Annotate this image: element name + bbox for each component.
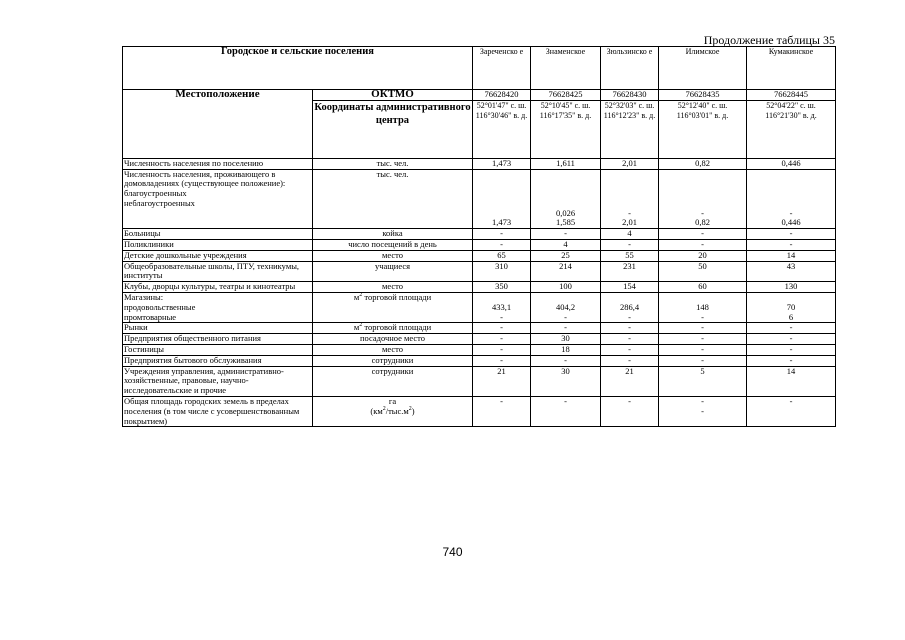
- cell-value: 1,473: [473, 158, 531, 169]
- cell-value: [531, 169, 601, 229]
- cell-value: 55: [601, 250, 659, 261]
- cell-value: [531, 396, 601, 426]
- cell-sub-value: [748, 407, 834, 417]
- cell-value: -: [531, 355, 601, 366]
- cell-sub-value: [532, 407, 599, 417]
- cell-sub-value: 2,01: [622, 217, 637, 228]
- cell-sub-value: -: [564, 395, 567, 406]
- cell-sub-value: -: [500, 311, 503, 322]
- row-unit: место: [313, 282, 473, 293]
- table-row: [123, 366, 836, 396]
- unit-end: ): [411, 405, 415, 416]
- cell-sub-value: -: [701, 207, 704, 218]
- header-row: [123, 47, 836, 90]
- coord-value: 52°32'03" с. ш. 116°12'23" в. д.: [601, 100, 659, 158]
- table-row: [123, 334, 836, 345]
- cell-value: 43: [747, 261, 836, 282]
- cell-value: [601, 396, 659, 426]
- cell-value: [659, 292, 747, 322]
- cell-value: 30: [531, 334, 601, 345]
- cell-value: 4: [601, 229, 659, 240]
- table-row: [123, 292, 836, 322]
- row-unit: место: [313, 250, 473, 261]
- row-label: Рынки: [123, 323, 313, 334]
- cell-value: 214: [531, 261, 601, 282]
- table-row: [123, 261, 836, 282]
- coord-value: 52°04'22" с. ш. 116°21'30" в. д.: [747, 100, 836, 158]
- cell-sub-value: -: [628, 395, 631, 406]
- location-label: Местоположение: [123, 90, 313, 159]
- cell-value: 5: [659, 366, 747, 396]
- cell-value: -: [531, 229, 601, 240]
- row-label: Общая площадь городских земель в пределах поселения (в том числе с усовершенствованным покрытием): [123, 396, 313, 426]
- cell-value: -: [473, 323, 531, 334]
- cell-value: -: [601, 334, 659, 345]
- row-label-line: неблагоустроенных: [124, 197, 195, 208]
- cell-value: 350: [473, 282, 531, 293]
- coord-value: 52°01'47" с. ш. 116°30'46" в. д.: [473, 100, 531, 158]
- cell-value: -: [659, 229, 747, 240]
- cell-value: -: [601, 344, 659, 355]
- row-unit: [313, 292, 473, 322]
- coord-value: 52°12'40" с. ш. 116°03'01" в. д.: [659, 100, 747, 158]
- unit-sup: 2: [359, 322, 363, 329]
- cell-sub-value: 286,4: [619, 301, 640, 312]
- continuation-title: Продолжение таблицы 35: [703, 33, 835, 47]
- cell-value: 0,82: [659, 158, 747, 169]
- oktmo-value: 76628445: [747, 90, 836, 101]
- row-label: Больницы: [123, 229, 313, 240]
- cell-sub-value: 0,446: [781, 217, 801, 228]
- table-row: [123, 282, 836, 293]
- cell-value: -: [473, 229, 531, 240]
- row-label: Численность населения по поселению: [123, 158, 313, 169]
- unit-rest: торговой площади: [362, 322, 432, 333]
- row-unit: число посещений в день: [313, 239, 473, 250]
- cell-value: [473, 292, 531, 322]
- row-label: Предприятия бытового обслуживания: [123, 355, 313, 366]
- unit-line: га: [388, 395, 397, 406]
- row-unit: тыс. чел.: [313, 169, 473, 229]
- cell-sub-value: -: [701, 395, 704, 406]
- row-label: [123, 292, 313, 322]
- cell-value: -: [601, 323, 659, 334]
- cell-sub-value: -: [564, 311, 567, 322]
- unit-sup: 2: [382, 405, 386, 412]
- cell-value: -: [473, 355, 531, 366]
- unit-base: (км: [370, 405, 383, 416]
- table-row: [123, 323, 836, 334]
- cell-sub-value: [602, 407, 657, 417]
- row-unit: тыс. чел.: [313, 158, 473, 169]
- cell-value: -: [473, 334, 531, 345]
- cell-value: -: [473, 239, 531, 250]
- cell-value: -: [531, 323, 601, 334]
- cell-value: 65: [473, 250, 531, 261]
- cell-value: -: [659, 355, 747, 366]
- row-label: Клубы, дворцы культуры, театры и кинотеатры: [123, 282, 313, 293]
- cell-value: -: [747, 344, 836, 355]
- cell-value: [473, 396, 531, 426]
- unit-base: м: [353, 322, 360, 333]
- unit-sup: 2: [408, 405, 412, 412]
- row-label: Поликлиники: [123, 239, 313, 250]
- cell-value: 2,01: [601, 158, 659, 169]
- unit-sup: 2: [359, 292, 363, 299]
- row-label: [123, 169, 313, 229]
- settlement-name: Кумакинское: [747, 47, 836, 90]
- row-label-line: продовольственные: [124, 301, 196, 312]
- cell-sub-value: -: [628, 207, 631, 218]
- row-unit: сотрудники: [313, 366, 473, 396]
- cell-value: -: [659, 334, 747, 345]
- cell-value: [747, 292, 836, 322]
- cell-sub-value: -: [628, 311, 631, 322]
- cell-value: [747, 396, 836, 426]
- settlement-table: [122, 46, 836, 427]
- cell-sub-value: 433,1: [491, 301, 512, 312]
- cell-value: [473, 169, 531, 229]
- cell-value: 60: [659, 282, 747, 293]
- coord-value: 52°10'45" с. ш. 116°17'35" в. д.: [531, 100, 601, 158]
- cell-value: 25: [531, 250, 601, 261]
- cell-value: -: [601, 355, 659, 366]
- cell-value: 100: [531, 282, 601, 293]
- cell-value: -: [659, 239, 747, 250]
- cell-value: 310: [473, 261, 531, 282]
- row-label: Детские дошкольные учреждения: [123, 250, 313, 261]
- settlement-name: Знаменское: [531, 47, 601, 90]
- settlement-name: Илимское: [659, 47, 747, 90]
- cell-value: -: [473, 344, 531, 355]
- cell-value: 154: [601, 282, 659, 293]
- cell-sub-value: -: [500, 395, 503, 406]
- cell-value: [659, 396, 747, 426]
- row-label-line: промтоварные: [124, 311, 177, 322]
- row-unit: место: [313, 344, 473, 355]
- cell-sub-value: -: [789, 207, 793, 218]
- table-row: [123, 355, 836, 366]
- oktmo-value: 76628435: [659, 90, 747, 101]
- row-label-line: Магазины:: [124, 291, 164, 302]
- oktmo-row: [123, 90, 836, 101]
- cell-sub-value: 0,026: [555, 207, 576, 218]
- row-label: Предприятия общественного питания: [123, 334, 313, 345]
- cell-sub-value: 148: [696, 301, 709, 312]
- table-row: [123, 229, 836, 240]
- table-row: [123, 158, 836, 169]
- cell-value: -: [747, 229, 836, 240]
- row-unit: учащиеся: [313, 261, 473, 282]
- row-label: Общеобразовательные школы, ПТУ, техникумы, институты: [123, 261, 313, 282]
- coords-label: Координаты административного центра: [313, 100, 473, 158]
- cell-value: -: [747, 323, 836, 334]
- page-number: 740: [442, 545, 463, 559]
- row-unit: посадочное место: [313, 334, 473, 345]
- settlements-title: Городское и сельские поселения: [123, 47, 473, 90]
- cell-value: 21: [473, 366, 531, 396]
- cell-value: -: [747, 239, 836, 250]
- row-label: Гостиницы: [123, 344, 313, 355]
- cell-sub-value: 6: [788, 311, 794, 322]
- row-unit: койка: [313, 229, 473, 240]
- table-row: [123, 396, 836, 426]
- cell-value: 14: [747, 250, 836, 261]
- cell-sub-value: 1,585: [555, 217, 576, 228]
- table-row: [123, 250, 836, 261]
- unit-base: м: [353, 291, 360, 302]
- table-row: [123, 239, 836, 250]
- row-label: Учреждения управления, административно-хозяйственные, правовые, научно-исследовательские и прочие: [123, 366, 313, 396]
- cell-value: 1,611: [531, 158, 601, 169]
- cell-sub-value: 0,82: [695, 217, 710, 228]
- unit-rest: /тыс.м: [385, 405, 409, 416]
- cell-sub-value: -: [789, 395, 793, 406]
- row-label-line: благоустроенных: [124, 188, 187, 199]
- settlement-name: Зареченско е: [473, 47, 531, 90]
- cell-sub-value: -: [701, 405, 704, 416]
- cell-sub-value: [474, 407, 529, 417]
- row-unit: сотрудники: [313, 355, 473, 366]
- cell-value: -: [601, 239, 659, 250]
- row-unit: [313, 323, 473, 334]
- cell-sub-value: -: [701, 311, 704, 322]
- cell-value: 30: [531, 366, 601, 396]
- cell-value: [659, 169, 747, 229]
- cell-sub-value: 1,473: [491, 217, 512, 228]
- oktmo-value: 76628420: [473, 90, 531, 101]
- cell-value: -: [659, 323, 747, 334]
- cell-value: [601, 292, 659, 322]
- oktmo-value: 76628425: [531, 90, 601, 101]
- unit-line: [314, 407, 471, 417]
- cell-value: -: [747, 334, 836, 345]
- cell-value: 18: [531, 344, 601, 355]
- table-row: [123, 344, 836, 355]
- cell-sub-value: 70: [786, 301, 796, 312]
- settlement-name: Зюльзинско е: [601, 47, 659, 90]
- oktmo-value: 76628430: [601, 90, 659, 101]
- table-row: [123, 169, 836, 229]
- cell-value: -: [747, 355, 836, 366]
- cell-value: [747, 169, 836, 229]
- cell-value: 50: [659, 261, 747, 282]
- cell-value: [601, 169, 659, 229]
- row-unit: [313, 396, 473, 426]
- cell-value: 21: [601, 366, 659, 396]
- oktmo-label: ОКТМО: [313, 90, 473, 101]
- cell-value: -: [659, 344, 747, 355]
- unit-rest: торговой площади: [362, 291, 432, 302]
- cell-value: 130: [747, 282, 836, 293]
- row-label-line: Численность населения, проживающего в домовладениях (существующее положение):: [124, 168, 286, 189]
- cell-value: [531, 292, 601, 322]
- cell-value: 20: [659, 250, 747, 261]
- cell-sub-value: 404,2: [555, 301, 576, 312]
- cell-value: 14: [747, 366, 836, 396]
- cell-value: 231: [601, 261, 659, 282]
- cell-value: 0,446: [747, 158, 836, 169]
- cell-value: 4: [531, 239, 601, 250]
